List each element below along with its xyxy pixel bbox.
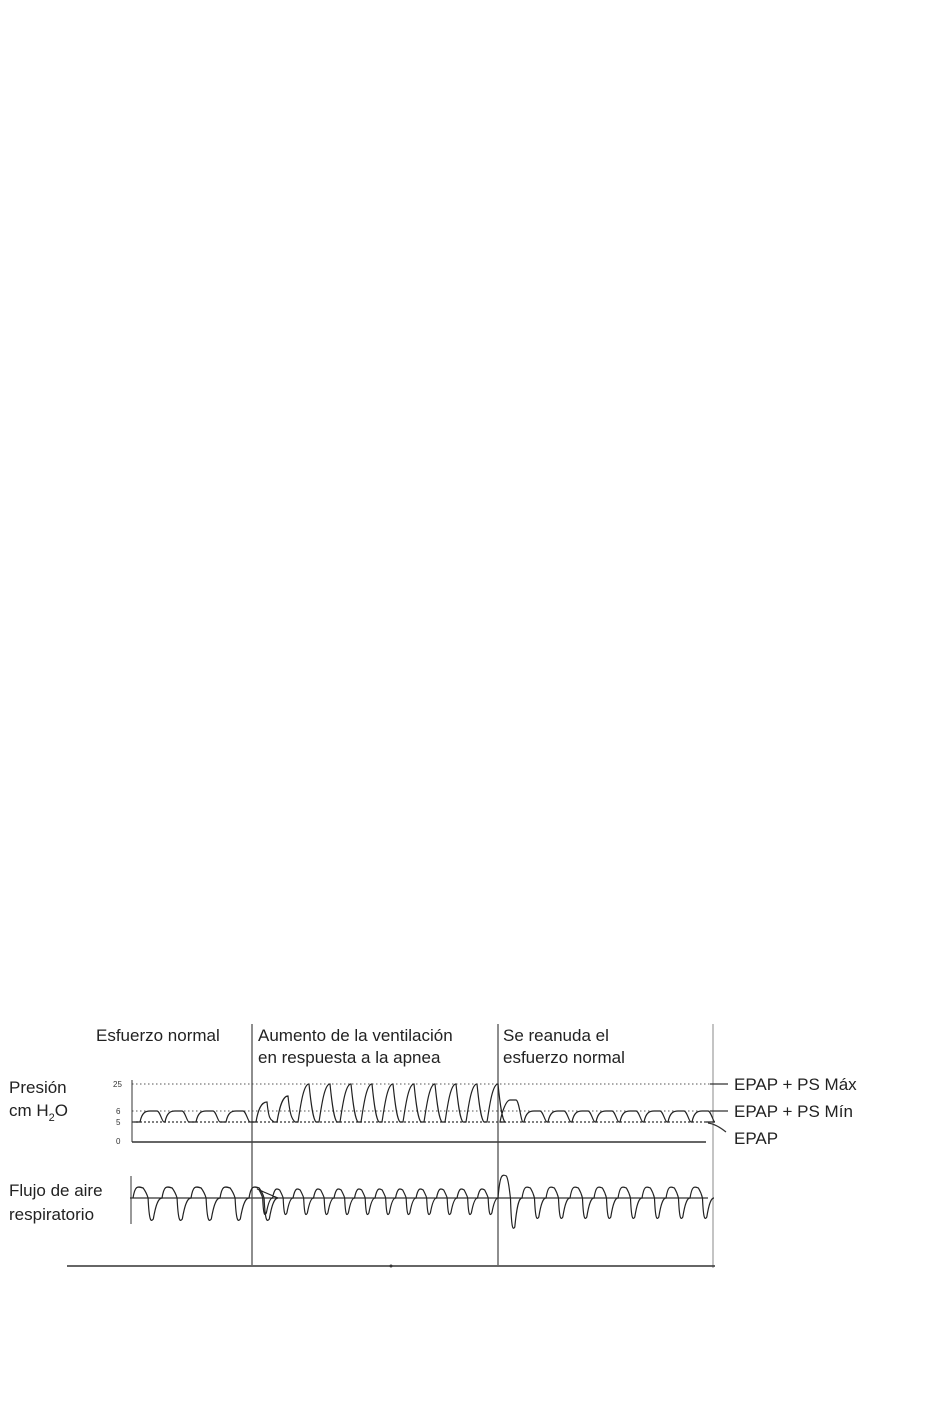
pressure-unit-prefix: cm H xyxy=(9,1101,49,1120)
epap-leader xyxy=(708,1123,726,1132)
pressure-label-line2 xyxy=(9,1101,68,1124)
level-label-ps-min: EPAP + PS Mín xyxy=(734,1102,853,1121)
pressure-unit-suffix: O xyxy=(54,1101,69,1120)
tick-25: 25 xyxy=(113,1080,122,1089)
pressure-waveform xyxy=(134,1084,715,1122)
tick-6: 6 xyxy=(116,1107,121,1116)
phase-increased-ventilation-line1: Aumento de la ventilación xyxy=(258,1026,453,1045)
pressure-unit-subscript: 2 xyxy=(48,1112,55,1124)
flow-label-line2: respiratorio xyxy=(9,1205,95,1224)
phase-increased-ventilation-line2: en respuesta a la apnea xyxy=(258,1048,441,1067)
pressure-label-line1: Presión xyxy=(9,1078,67,1097)
timeline-marker xyxy=(390,1265,393,1268)
tick-5: 5 xyxy=(116,1118,121,1127)
level-label-ps-max: EPAP + PS Máx xyxy=(734,1075,857,1094)
tick-0: 0 xyxy=(116,1137,121,1146)
level-label-epap: EPAP xyxy=(734,1129,779,1148)
phase-resume-line2: esfuerzo normal xyxy=(503,1048,625,1067)
flow-waveform xyxy=(133,1175,714,1228)
phase-normal-effort: Esfuerzo normal xyxy=(96,1026,220,1045)
flow-label-line1: Flujo de aire xyxy=(9,1181,103,1200)
phase-resume-line1: Se reanuda el xyxy=(503,1026,609,1045)
